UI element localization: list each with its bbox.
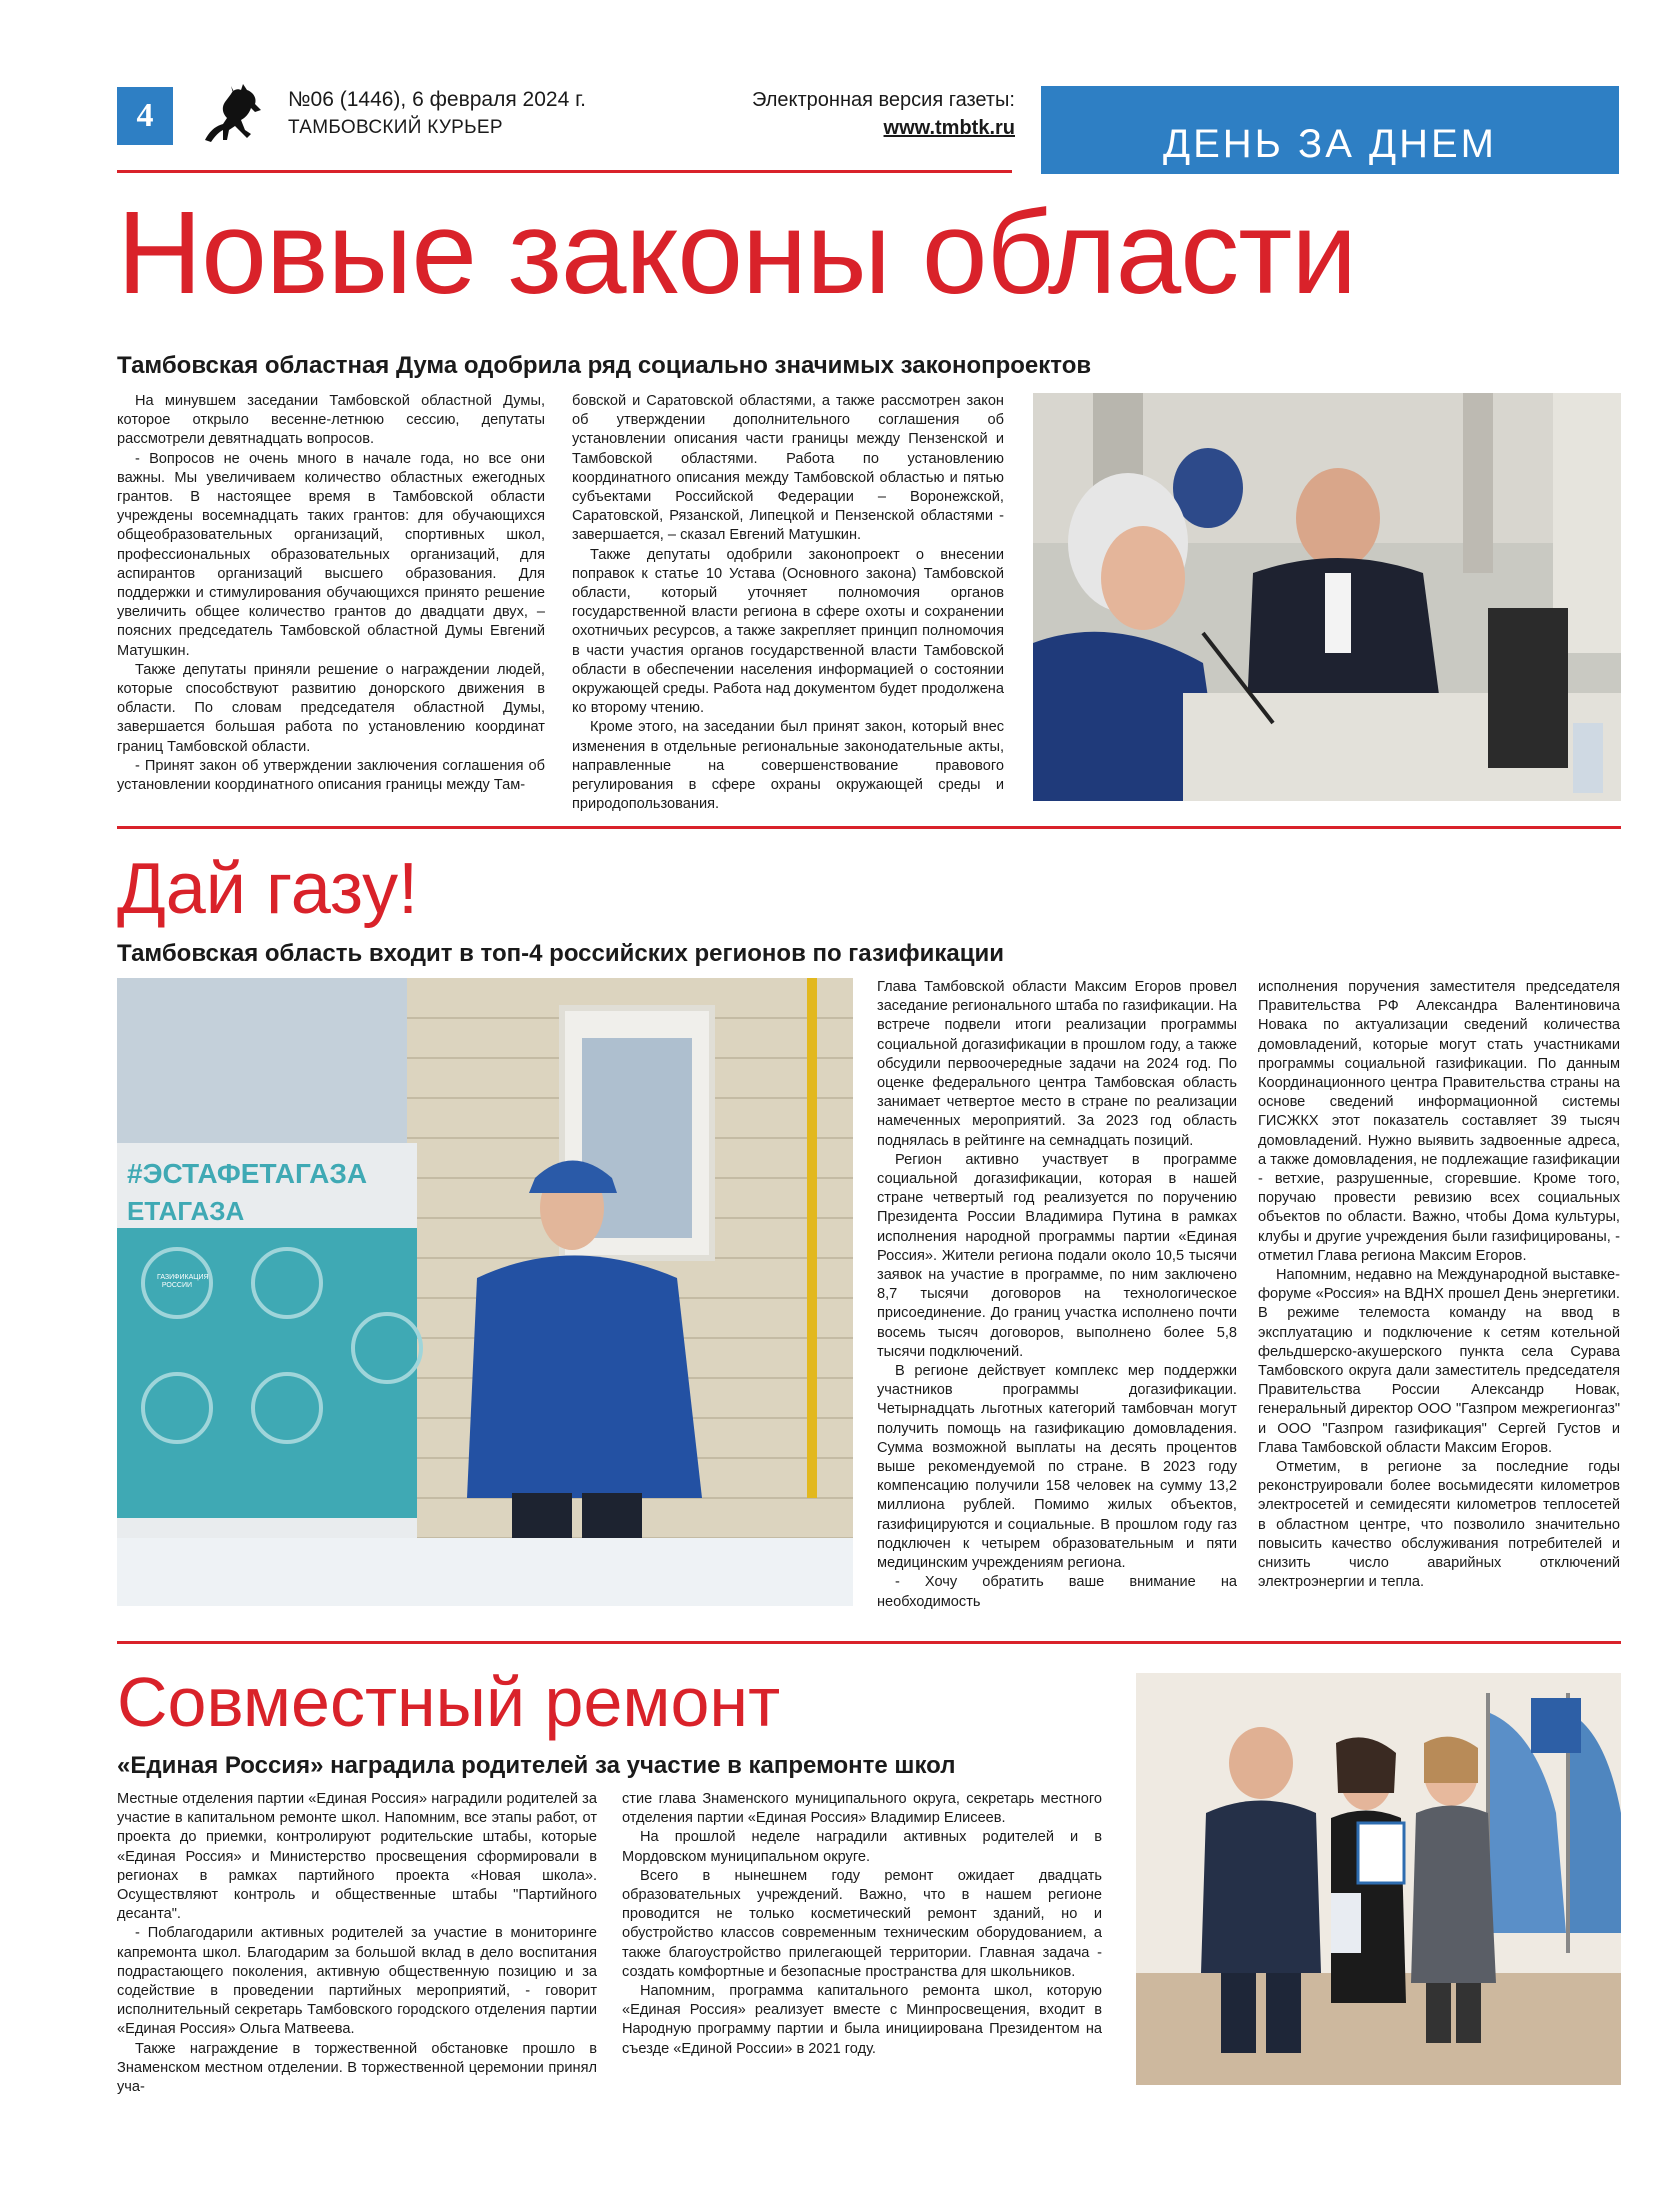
paragraph: - Хочу обратить ваше внимание на необходимость (877, 1574, 1237, 1610)
banner-badge-label: ГАЗИФИКАЦИЯ РОССИИ (157, 1274, 209, 1289)
paragraph: Также депутаты приняли решение о награждении людей, которые способствуют развитию донорского движения в области. По словам председателя областной Думы, завершается большая работа по установлению координат границ Тамбовской области. (117, 661, 545, 755)
article3-column-2 (622, 1790, 1102, 2059)
paragraph: В регионе действует комплекс мер поддержки участников программы догазификации. Четырнадцать льготных категорий тамбовчан могут получить помощь на газификацию домовладения. Сумма возможной выплаты на десять процентов выше рекомендуемой по стране. В 2023 году компенсацию получили 158 человек на сумму 13,2 миллиона рублей. Помимо жилых объектов, газифицируются и социальные. В прошлом году газ подключен к четырем образовательным и пяти медицинским учреждениям региона. (877, 1363, 1237, 1572)
gas-worker-photo (117, 978, 853, 1606)
article3-subtitle: «Единая Россия» наградила родителей за участие в капремонте школ (117, 1752, 956, 1779)
banner-hashtag-2: ЕТАГАЗА (127, 1196, 245, 1226)
section-divider (117, 1641, 1621, 1644)
newspaper-name: ТАМБОВСКИЙ КУРЬЕР (288, 117, 503, 138)
paragraph: - Принят закон об утверждении заключения соглашения об установлении координатного описания границы между Там- (117, 757, 545, 794)
electronic-version (700, 86, 1015, 142)
paragraph: Напомним, недавно на Международной выставке-форуме «Россия» на ВДНХ прошел День энергетики. В режиме телемоста команду на ввод в эксплуатацию и подключение к сетям котельной фельдшерско-акушерского пункта села Сурава Тамбовского округа дали заместитель председателя Правительства России Александр Новак, генеральный директор ООО "Газпром межрегионгаз" и ООО "Газпром газификация" Сергей Густов и Глава Тамбовской области Максим Егоров. (1258, 1267, 1620, 1456)
article1-column-1 (117, 392, 545, 795)
paragraph: Регион активно участвует в программе социальной догазификации, которая в нашей стране четвертый год реализуется по поручению Президента России Владимира Путина в рамках исполнения народной программы партии «Единая Россия». Жители региона подали около 10,5 тысячи заявок на участие в программе, по ним заключено 8,7 тысячи договоров на технологическое присоединение. До границ участка исполнено почти восемь тысяч договоров, выполнено более 5,8 тысячи подключений. (877, 1151, 1237, 1360)
issue-info (288, 86, 586, 142)
paragraph: Местные отделения партии «Единая Россия» наградили родителей за участие в капитальном ремонте школ. Напомним, все этапы работ, от проекта до приемки, контролируют родительские штабы, которые «Единая Россия» и Министерство просвещения сформировали в регионах в рамках партийного проекта «Новая школа». Осуществляют контроль и общественные штабы "Партийного десанта". (117, 1791, 597, 1923)
paragraph: Всего в нынешнем году ремонт ожидает двадцать образовательных учреждений. Важно, что в нашем регионе проводится не только косметический ремонт зданий, но и обустройство классов современным техническим оборудованием, а также благоустройство прилегающей территории. Главная задача - создать комфортные и безопасные пространства для школьников. (622, 1867, 1102, 1980)
article2-column-2 (1258, 978, 1620, 1593)
rubric-title: ДЕНЬ ЗА ДНЕМ (1163, 122, 1497, 166)
banner-hashtag: #ЭСТАФЕТАГАЗА (127, 1158, 368, 1189)
eversion-label: Электронная версия газеты: (752, 89, 1015, 111)
article2-subtitle: Тамбовская область входит в топ-4 российских регионов по газификации (117, 940, 1005, 967)
duma-meeting-photo (1033, 393, 1621, 801)
site-link[interactable]: www.tmbtk.ru (883, 117, 1015, 139)
issue-number: №06 (1446), 6 февраля 2024 г. (288, 88, 587, 111)
paragraph: - Поблагодарили активных родителей за участие в мониторинге капремонта школ. Благодарим за большой вклад в дело воспитания подрастающего поколения, активную общественную позицию и за содействие в проведении партийных мероприятий, - говорит исполнительный секретарь Тамбовского городского отделения партии «Единая Россия» Ольга Матвеева. (117, 1925, 597, 2038)
paragraph: бовской и Саратовской областями, а также рассмотрен закон об утверждении дополнительного соглашения об установлении описания части границы между Пензенской и Тамбовской областями. Работа по установлению координатного описания между Тамбовской областью и пятью субъектами Российской Федерации – Воронежской, Саратовской, Рязанской, Липецкой и Пензенской областями - завершается, – сказал Евгений Матушкин. (572, 393, 1004, 544)
article1-subtitle: Тамбовская областная Дума одобрила ряд социально значимых законопроектов (117, 352, 1092, 379)
article2-column-1 (877, 978, 1237, 1612)
paragraph: Отметим, в регионе за последние годы реконструировали более восьмидесяти километров электросетей и семидесяти километров теплосетей в областном центре, что позволило значительно повысить качество обслуживания потребителей и снизить число аварийных отключений электроэнергии и тепла. (1258, 1459, 1620, 1591)
photo-scene (117, 978, 853, 1606)
page-number: 4 (117, 87, 173, 145)
paragraph: На прошлой неделе наградили активных родителей и в Мордовском муниципальном округе. (622, 1829, 1102, 1865)
article1-title: Новые законы области (117, 187, 1357, 319)
article1-column-2 (572, 392, 1004, 814)
article3-column-1 (117, 1790, 597, 2097)
paragraph: - Вопросов не очень много в начале года, но все они важны. Мы увеличиваем количество областных ежегодных грантов. В настоящее время в Тамбовской области учреждены восемнадцать таких грантов: для обучающихся общеобразовательных организаций, спортивных школ, профессиональных образовательных организаций, для аспирантов организаций высшего образования. Для поддержки и стимулирования обучающихся принято решение увеличить общее количество грантов до двадцати двух, – поясних председатель Тамбовской областной Думы Евгений Матушкин. (117, 450, 545, 659)
paragraph: На минувшем заседании Тамбовской областной Думы, которое открыло весенне-летнюю сессию, депутаты рассмотрели девятнадцать вопросов. (117, 393, 545, 448)
article2-title: Дай газу! (117, 849, 419, 929)
header-divider (117, 170, 1012, 173)
paragraph: исполнения поручения заместителя председателя Правительства РФ Александра Валентиновича Новака по актуализации сведений количества домовладений, которые могут стать участниками программы социальной газификации. По данным Координационного центра Правительства страны на основе сведений информационной системы ГИСЖКХ этот показатель составляет 39 тысяч домовладений. Нужно выявить задвоенные адреса, а также домовладения, не подлежащие газификации - ветхие, разрушенные, сгоревшие. Кроме того, поручаю провести ревизию всех социальных объектов по области. Важно, чтобы Дома культуры, клубы и другие учреждения были газифицированы, - отметил Глава региона Максим Егоров. (1258, 979, 1620, 1264)
paragraph: Также награждение в торжественной обстановке прошло в Знаменском местном отделении. В торжественной церемонии принял уча- (117, 2040, 597, 2096)
section-divider (117, 826, 1621, 829)
article3-title: Совместный ремонт (117, 1663, 781, 1741)
paragraph: Кроме этого, на заседании был принят закон, который внес изменения в отдельные региональные законодательные акты, направленные на совершенствование правового регулирования в сфере охраны окружающей среды и природопользования. (572, 719, 1004, 813)
paragraph: Также депутаты одобрили законопроект о внесении поправок к статье 10 Устава (Основного закона) Тамбовской области, который уточняет полномочия органов государственной власти региона в сфере охоты и сохранении охотничьих ресурсов, а также закрепляет принцип полномочия в части участия органов государственной власти Тамбовской области в обеспечении населения информацией о состоянии окружающей среды. Работа над документом будет продолжена ко второму чтению. (572, 546, 1004, 717)
paragraph: Глава Тамбовской области Максим Егоров провел заседание регионального штаба по газификации. На встрече подвели итоги реализации программы социальной догазификации в прошлом году, а также обсудили первоочередные задачи на 2024 год. По оценке федерального центра Тамбовская область занимает четвертое место в стране по реализации намеченных мероприятий. За 2023 год область поднялась в рейтинге на семнадцать позиций. (877, 979, 1237, 1149)
horseman-logo-icon (197, 80, 269, 152)
award-ceremony-photo (1136, 1673, 1621, 2085)
paragraph: стие глава Знаменского муниципального округа, секретарь местного отделения партии «Единая Россия» Владимир Елисеев. (622, 1791, 1102, 1827)
paragraph: Напомним, программа капитального ремонта школ, которую «Единая Россия» реализует вместе с Минпросвещения, входит в Народную программу партии и была инициирована Президентом на съезде «Единой России» в 2021 году. (622, 1983, 1102, 2057)
